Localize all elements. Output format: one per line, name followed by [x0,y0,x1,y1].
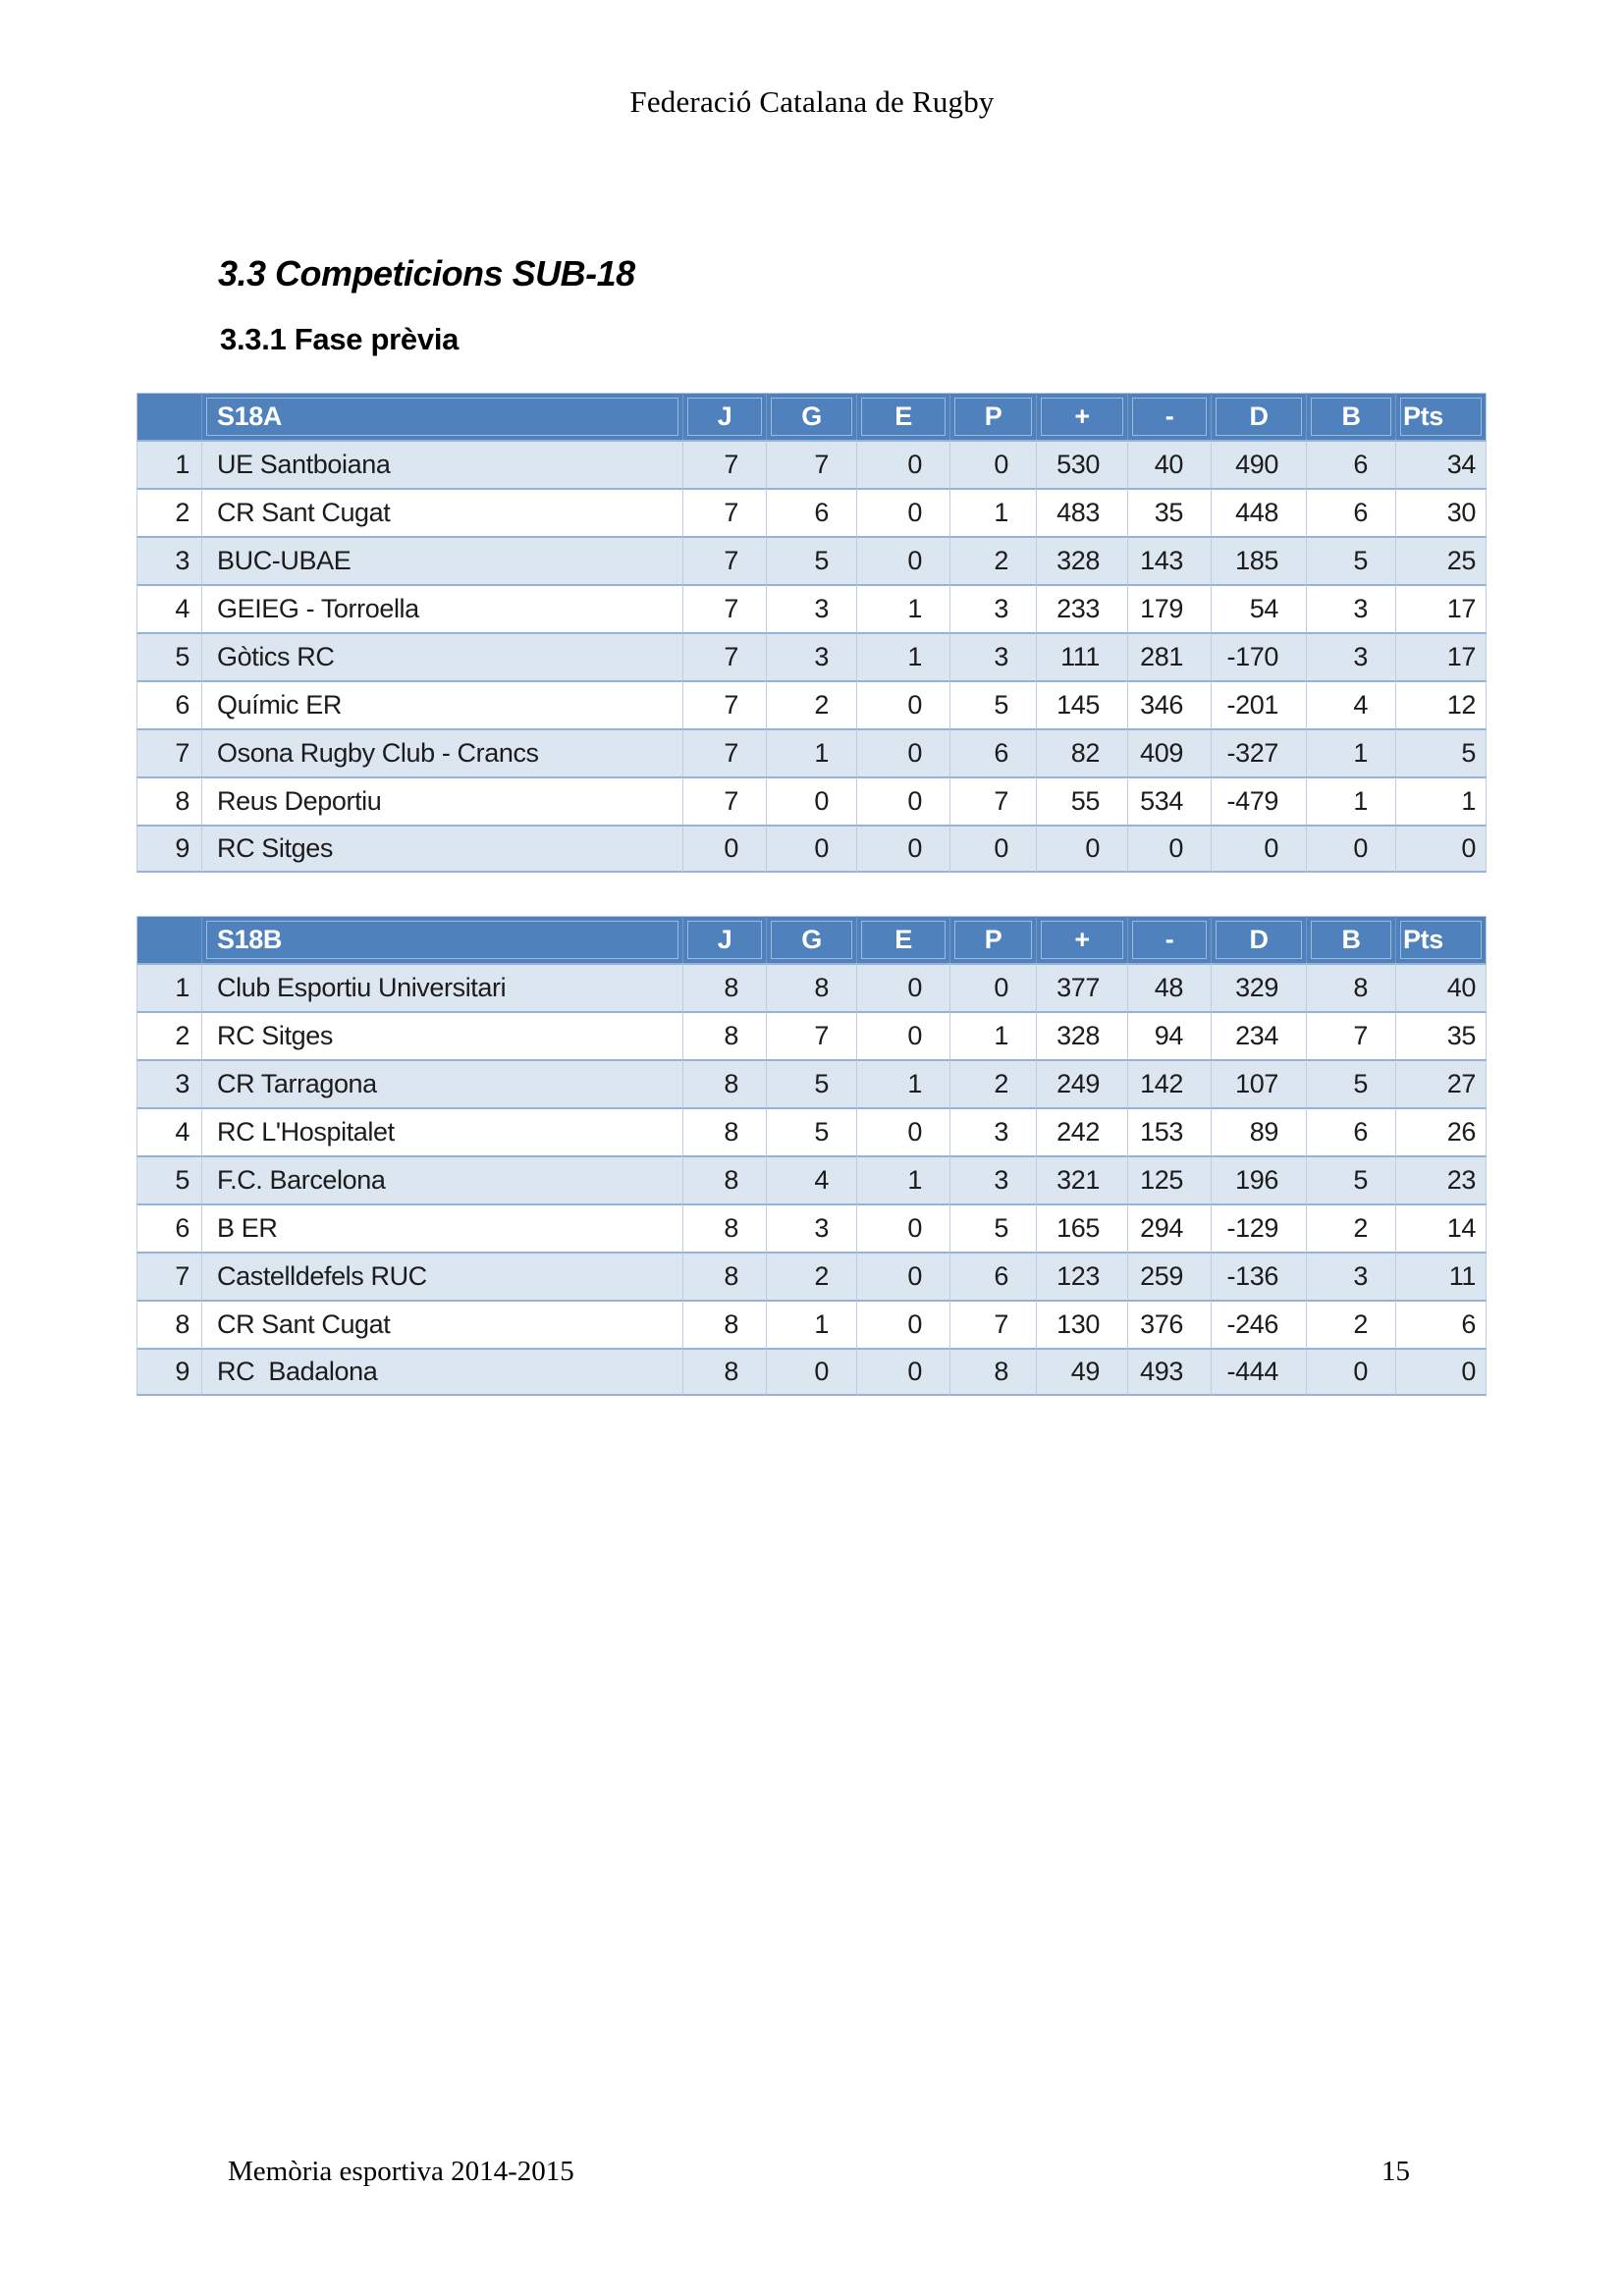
col-header-d: D [1211,916,1306,963]
table-row [136,584,1487,632]
rank-cell: 8 [136,1300,201,1348]
team-name-cell: Club Esportiu Universitari [201,963,682,1011]
stat-cell: 0 [949,440,1036,488]
stat-cell: 8 [682,1348,766,1396]
stat-cell: 40 [1395,963,1487,1011]
stat-cell: 376 [1127,1300,1211,1348]
table-row [136,1155,1487,1203]
team-name-cell: CR Tarragona [201,1059,682,1107]
stat-cell: 259 [1127,1252,1211,1300]
rank-cell: 4 [136,584,201,632]
stat-cell: 125 [1127,1155,1211,1203]
rank-cell: 8 [136,776,201,825]
team-name-cell: RC L'Hospitalet [201,1107,682,1155]
stat-cell: 5 [1306,1155,1395,1203]
table-row [136,728,1487,776]
stat-cell: 0 [949,825,1036,873]
stat-cell: 0 [856,825,949,873]
col-header-j: J [682,916,766,963]
col-header-g: G [766,393,856,440]
page-title: Federació Catalana de Rugby [629,84,995,119]
rank-cell: 7 [136,728,201,776]
stat-cell: 8 [682,1252,766,1300]
team-name-cell: RC Sitges [201,825,682,873]
rank-cell: 7 [136,1252,201,1300]
table-body-s18a [136,440,1487,873]
stat-cell: 3 [949,632,1036,680]
stat-cell: 165 [1036,1203,1127,1252]
stat-cell: 54 [1211,584,1306,632]
team-name-cell: BUC-UBAE [201,536,682,584]
stat-cell: 7 [682,680,766,728]
page-number: 15 [1381,2156,1410,2187]
stat-cell: 7 [682,584,766,632]
subsection-heading: 3.3.1 Fase prèvia [220,322,460,356]
stat-cell: 530 [1036,440,1127,488]
stat-cell: 1 [856,1155,949,1203]
stat-cell: 6 [1306,1107,1395,1155]
stat-cell: 2 [766,680,856,728]
col-header-p: P [949,916,1036,963]
rank-cell: 5 [136,632,201,680]
stat-cell: 2 [949,536,1036,584]
stat-cell: 1 [856,632,949,680]
table-row [136,1107,1487,1155]
stat-cell: 3 [1306,584,1395,632]
stat-cell: -201 [1211,680,1306,728]
stat-cell: 2 [766,1252,856,1300]
stat-cell: 328 [1036,1011,1127,1059]
stat-cell: 111 [1036,632,1127,680]
stat-cell: 0 [682,825,766,873]
stat-cell: 0 [856,536,949,584]
col-header-pts: Pts [1395,916,1487,963]
stat-cell: 107 [1211,1059,1306,1107]
col-header-plus: + [1036,393,1127,440]
col-header-b: B [1306,916,1395,963]
stat-cell: 0 [949,963,1036,1011]
stat-cell: 490 [1211,440,1306,488]
stat-cell: 3 [949,584,1036,632]
stat-cell: 8 [682,1155,766,1203]
stat-cell: 17 [1395,584,1487,632]
stat-cell: 1 [949,488,1036,536]
stat-cell: 30 [1395,488,1487,536]
team-name-cell: Químic ER [201,680,682,728]
team-name-cell: CR Sant Cugat [201,1300,682,1348]
stat-cell: 1 [856,584,949,632]
stat-cell: 8 [682,1300,766,1348]
stat-cell: 534 [1127,776,1211,825]
stat-cell: 0 [856,440,949,488]
stat-cell: 3 [766,632,856,680]
team-name-cell: Castelldefels RUC [201,1252,682,1300]
stat-cell: 3 [1306,632,1395,680]
col-header-plus: + [1036,916,1127,963]
rank-cell: 3 [136,536,201,584]
stat-cell: 6 [949,728,1036,776]
stat-cell: 8 [682,963,766,1011]
stat-cell: 48 [1127,963,1211,1011]
table-row [136,1203,1487,1252]
stat-cell: 8 [682,1203,766,1252]
stat-cell: 0 [1127,825,1211,873]
stat-cell: 25 [1395,536,1487,584]
stat-cell: 0 [856,680,949,728]
stat-cell: 196 [1211,1155,1306,1203]
stat-cell: 8 [1306,963,1395,1011]
rank-cell: 1 [136,963,201,1011]
page-footer [228,2156,1410,2188]
stat-cell: 0 [1036,825,1127,873]
stat-cell: 0 [856,1252,949,1300]
stat-cell: 1 [766,1300,856,1348]
rank-cell: 2 [136,488,201,536]
rank-cell: 9 [136,825,201,873]
stat-cell: 11 [1395,1252,1487,1300]
team-name-cell: Gòtics RC [201,632,682,680]
stat-cell: 35 [1395,1011,1487,1059]
team-name-cell: GEIEG - Torroella [201,584,682,632]
rank-cell: 4 [136,1107,201,1155]
stat-cell: 26 [1395,1107,1487,1155]
stat-cell: 483 [1036,488,1127,536]
col-header-minus: - [1127,393,1211,440]
stat-cell: -246 [1211,1300,1306,1348]
rank-cell: 5 [136,1155,201,1203]
stat-cell: 409 [1127,728,1211,776]
stat-cell: 249 [1036,1059,1127,1107]
stat-cell: 329 [1211,963,1306,1011]
stat-cell: -170 [1211,632,1306,680]
stat-cell: 5 [766,536,856,584]
stat-cell: 0 [856,1011,949,1059]
table-header-row [136,916,1487,963]
stat-cell: 5 [949,680,1036,728]
table-row [136,1011,1487,1059]
stat-cell: 0 [856,1203,949,1252]
stat-cell: 8 [766,963,856,1011]
stat-cell: 7 [1306,1011,1395,1059]
stat-cell: 8 [682,1107,766,1155]
team-name-cell: UE Santboiana [201,440,682,488]
stat-cell: -129 [1211,1203,1306,1252]
stat-cell: 1 [856,1059,949,1107]
stat-cell: 145 [1036,680,1127,728]
stat-cell: 242 [1036,1107,1127,1155]
rank-cell: 9 [136,1348,201,1396]
table-row [136,776,1487,825]
table-row [136,1348,1487,1396]
stat-cell: 6 [1306,440,1395,488]
stat-cell: 0 [856,963,949,1011]
stat-cell: 377 [1036,963,1127,1011]
stat-cell: 233 [1036,584,1127,632]
stat-cell: 49 [1036,1348,1127,1396]
team-name-cell: Reus Deportiu [201,776,682,825]
team-name-cell: F.C. Barcelona [201,1155,682,1203]
col-header-d: D [1211,393,1306,440]
stat-cell: 7 [682,440,766,488]
stat-cell: 0 [766,1348,856,1396]
stat-cell: 5 [1306,536,1395,584]
stat-cell: 3 [949,1107,1036,1155]
stat-cell: 7 [949,776,1036,825]
stat-cell: -479 [1211,776,1306,825]
team-name-cell: RC Badalona [201,1348,682,1396]
stat-cell: 2 [949,1059,1036,1107]
stat-cell: 6 [1306,488,1395,536]
stat-cell: 143 [1127,536,1211,584]
table-row [136,1059,1487,1107]
stat-cell: 0 [856,1348,949,1396]
stat-cell: -136 [1211,1252,1306,1300]
stat-cell: 82 [1036,728,1127,776]
stat-cell: 94 [1127,1011,1211,1059]
stat-cell: 281 [1127,632,1211,680]
stat-cell: 3 [949,1155,1036,1203]
stat-cell: 0 [856,1107,949,1155]
stat-cell: 40 [1127,440,1211,488]
col-header-e: E [856,916,949,963]
table-row [136,963,1487,1011]
stat-cell: 2 [1306,1300,1395,1348]
stat-cell: 0 [1395,825,1487,873]
team-name-cell: Osona Rugby Club - Crancs [201,728,682,776]
stat-cell: 142 [1127,1059,1211,1107]
stat-cell: 130 [1036,1300,1127,1348]
stat-cell: 179 [1127,584,1211,632]
stat-cell: 123 [1036,1252,1127,1300]
stat-cell: 8 [949,1348,1036,1396]
stat-cell: 0 [1306,825,1395,873]
stat-cell: 448 [1211,488,1306,536]
stat-cell: 3 [1306,1252,1395,1300]
footer-text: Memòria esportiva 2014-2015 [228,2156,574,2187]
stat-cell: 4 [1306,680,1395,728]
table-row [136,440,1487,488]
stat-cell: 34 [1395,440,1487,488]
team-name-cell: CR Sant Cugat [201,488,682,536]
col-header-minus: - [1127,916,1211,963]
stat-cell: 4 [766,1155,856,1203]
corner-cell [136,916,201,963]
table-header-row [136,393,1487,440]
section-heading: 3.3 Competicions SUB-18 [218,253,635,294]
corner-cell [136,393,201,440]
stat-cell: 6 [766,488,856,536]
stat-cell: 153 [1127,1107,1211,1155]
stat-cell: 8 [682,1059,766,1107]
table-row [136,488,1487,536]
stat-cell: 55 [1036,776,1127,825]
col-header-p: P [949,393,1036,440]
stat-cell: -327 [1211,728,1306,776]
stat-cell: 5 [1395,728,1487,776]
stat-cell: 89 [1211,1107,1306,1155]
rank-cell: 6 [136,1203,201,1252]
team-name-cell: B ER [201,1203,682,1252]
rank-cell: 2 [136,1011,201,1059]
col-header-j: J [682,393,766,440]
stat-cell: 234 [1211,1011,1306,1059]
stat-cell: 2 [1306,1203,1395,1252]
stat-cell: 185 [1211,536,1306,584]
table-row [136,1252,1487,1300]
stat-cell: 0 [1306,1348,1395,1396]
stat-cell: 23 [1395,1155,1487,1203]
stat-cell: 12 [1395,680,1487,728]
table-title-s18b: S18B [201,916,682,963]
stat-cell: 0 [1395,1348,1487,1396]
stat-cell: 5 [766,1059,856,1107]
stat-cell: 8 [682,1011,766,1059]
table-row [136,1300,1487,1348]
col-header-g: G [766,916,856,963]
stat-cell: 328 [1036,536,1127,584]
stat-cell: 5 [766,1107,856,1155]
table-row [136,680,1487,728]
stat-cell: 6 [949,1252,1036,1300]
col-header-pts: Pts [1395,393,1487,440]
stat-cell: 7 [766,440,856,488]
stat-cell: 7 [766,1011,856,1059]
stat-cell: -444 [1211,1348,1306,1396]
stat-cell: 1 [1306,776,1395,825]
stat-cell: 5 [1306,1059,1395,1107]
col-header-b: B [1306,393,1395,440]
stat-cell: 7 [949,1300,1036,1348]
table-title-s18a: S18A [201,393,682,440]
rank-cell: 3 [136,1059,201,1107]
stat-cell: 0 [856,488,949,536]
stat-cell: 0 [766,825,856,873]
stat-cell: 35 [1127,488,1211,536]
stat-cell: 1 [949,1011,1036,1059]
standings-table-s18a [136,393,1487,873]
stat-cell: 27 [1395,1059,1487,1107]
stat-cell: 0 [1211,825,1306,873]
standings-table-s18b [136,916,1487,1396]
stat-cell: 493 [1127,1348,1211,1396]
table-row [136,825,1487,873]
stat-cell: 0 [766,776,856,825]
stat-cell: 17 [1395,632,1487,680]
col-header-e: E [856,393,949,440]
stat-cell: 1 [766,728,856,776]
stat-cell: 0 [856,1300,949,1348]
stat-cell: 7 [682,728,766,776]
stat-cell: 14 [1395,1203,1487,1252]
stat-cell: 5 [949,1203,1036,1252]
stat-cell: 7 [682,536,766,584]
stat-cell: 6 [1395,1300,1487,1348]
team-name-cell: RC Sitges [201,1011,682,1059]
stat-cell: 7 [682,488,766,536]
stat-cell: 0 [856,776,949,825]
stat-cell: 3 [766,1203,856,1252]
stat-cell: 0 [856,728,949,776]
stat-cell: 7 [682,776,766,825]
table-row [136,536,1487,584]
table-row [136,632,1487,680]
stat-cell: 1 [1306,728,1395,776]
rank-cell: 1 [136,440,201,488]
stat-cell: 294 [1127,1203,1211,1252]
stat-cell: 3 [766,584,856,632]
table-body-s18b [136,963,1487,1396]
rank-cell: 6 [136,680,201,728]
stat-cell: 7 [682,632,766,680]
stat-cell: 346 [1127,680,1211,728]
stat-cell: 1 [1395,776,1487,825]
stat-cell: 321 [1036,1155,1127,1203]
